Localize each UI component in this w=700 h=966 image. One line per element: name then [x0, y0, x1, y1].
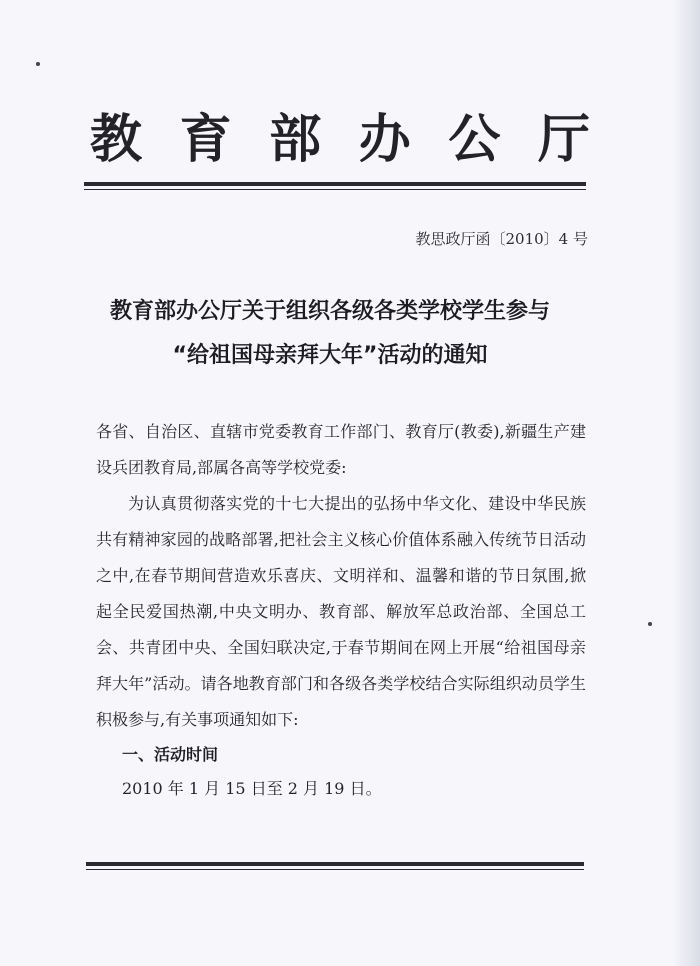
footer-divider-thick: [86, 862, 584, 866]
section-heading: 一、活动时间: [122, 745, 219, 764]
issuer-char: 育: [179, 109, 232, 170]
issuer-char: 教: [90, 109, 143, 170]
issuer-header: [90, 108, 590, 172]
header-divider-thick: [84, 182, 586, 186]
body-paragraph: 为认真贯彻落实党的十七大提出的弘扬中华文化、建设中华民族共有精神家园的战略部署,把社会主义核心价值体系融入传统节日活动之中,在春节期间营造欢乐喜庆、文明祥和、温馨和谐的节日氛围,掀起全民爱国热潮,中央文明办、教育部、解放军总政治部、全国总工会、共青团中央、全国妇联决定,于春节期间在网上开展“给祖国母亲拜大年”活动。请各地教育部门和各级各类学校结合实际组织动员学生积极参与,有关事项通知如下:: [96, 494, 586, 729]
document-heading: [80, 290, 580, 378]
issuer-char: 厅: [537, 109, 590, 170]
section-body: 2010 年 1 月 15 日至 2 月 19 日。: [122, 779, 382, 798]
issuer-char: 公: [448, 109, 501, 170]
page-edge-shadow: [672, 0, 700, 966]
issuer-char: 办: [358, 109, 411, 170]
document-heading-line: “给祖国母亲拜大年”活动的通知: [172, 343, 488, 368]
header-divider-thin: [84, 189, 586, 190]
document-number: 教思政厅函〔2010〕4 号: [415, 230, 588, 248]
footer-divider-thin: [86, 869, 584, 870]
document-heading-line: 教育部办公厅关于组织各级各类学校学生参与: [109, 299, 550, 324]
scan-speck: [648, 622, 652, 626]
scan-speck: [36, 62, 40, 66]
addressee-paragraph: 各省、自治区、直辖市党委教育工作部门、教育厅(教委),新疆生产建设兵团教育局,部属各高等学校党委:: [96, 422, 586, 477]
issuer-char: 部: [269, 109, 322, 170]
